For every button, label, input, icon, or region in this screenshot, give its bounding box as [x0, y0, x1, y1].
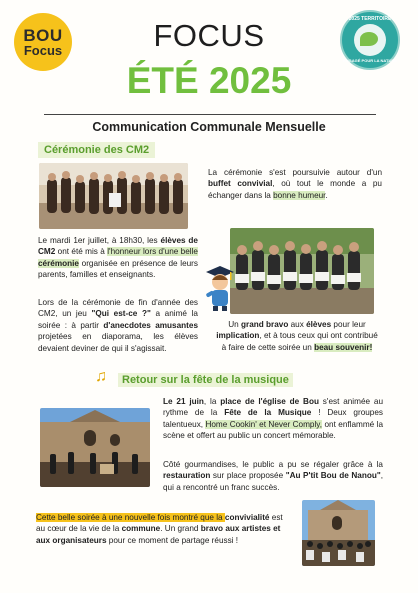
territoire-logo-bottom-text: ENGAGÉ POUR LA NATURE [343, 58, 397, 63]
header-subtitle: Communication Communale Mensuelle [92, 120, 326, 134]
header-focus: FOCUS [153, 18, 265, 53]
header-divider [44, 114, 376, 115]
territoire-logo-top-text: 2025 TERRITOIRE [348, 16, 392, 22]
section-title-ceremonie: Cérémonie des CM2 [38, 142, 155, 158]
section2-paragraph-1: Le 21 juin, la place de l'église de Bou s'est animée au rythme de la Fête de la Musique ! Deux groupes talentueux, Home Cookin' et Never Comply, ont enflammé la scène et offert au public un concert mémorable. [163, 397, 383, 441]
section1-paragraph-2: Lors de la cérémonie de fin d'année des CM2, un jeu "Qui est-ce ?" a animé la soirée : à partir d'anecdotes amusantes projetées en diaporama, les élèves devaient deviner de qui il s'agissait. [38, 298, 198, 353]
logo-line2: Focus [23, 42, 63, 58]
students-diplomas-photo [230, 228, 374, 314]
section1-paragraph-1: Le mardi 1er juillet, à 18h30, les élèves de CM2 ont été mis à l'honneur lors d'une belle cérémonie organisée en présence de leurs parents, familles et enseignants. [38, 236, 198, 280]
crowd-church-photo [302, 500, 375, 566]
ceremony-group-photo [39, 163, 188, 229]
section1-right-paragraph: La cérémonie s'est poursuivie autour d'un buffet convivial, où tout le monde a pu échanger dans la bonne humeur. [208, 168, 382, 200]
header-season: ÉTÉ 2025 [126, 60, 292, 101]
section1-caption: Un grand bravo aux élèves pour leur implication, et à tous ceux qui ont contribué à faire de cette soirée un beau souvenir! [216, 320, 378, 352]
section-title-fete-musique: Retour sur la fête de la musique [118, 373, 293, 387]
church-concert-photo [40, 408, 150, 487]
music-notes-icon: ♫ [95, 368, 107, 385]
section2-paragraph-2: Côté gourmandises, le public a pu se régaler grâce à la restauration sur place proposée "Au P'tit Bou de Nanou", qui a rencontré un franc succès. [163, 460, 383, 492]
section2-conclusion: Cette belle soirée à une nouvelle fois montré que la convivialité est au cœur de la vie de la commune. Un grand bravo aux artistes et aux organisateurs pour ce moment de partage réussi ! [36, 513, 283, 545]
logo-line1: BOU [23, 25, 63, 45]
graduate-cartoon-icon [202, 262, 236, 312]
